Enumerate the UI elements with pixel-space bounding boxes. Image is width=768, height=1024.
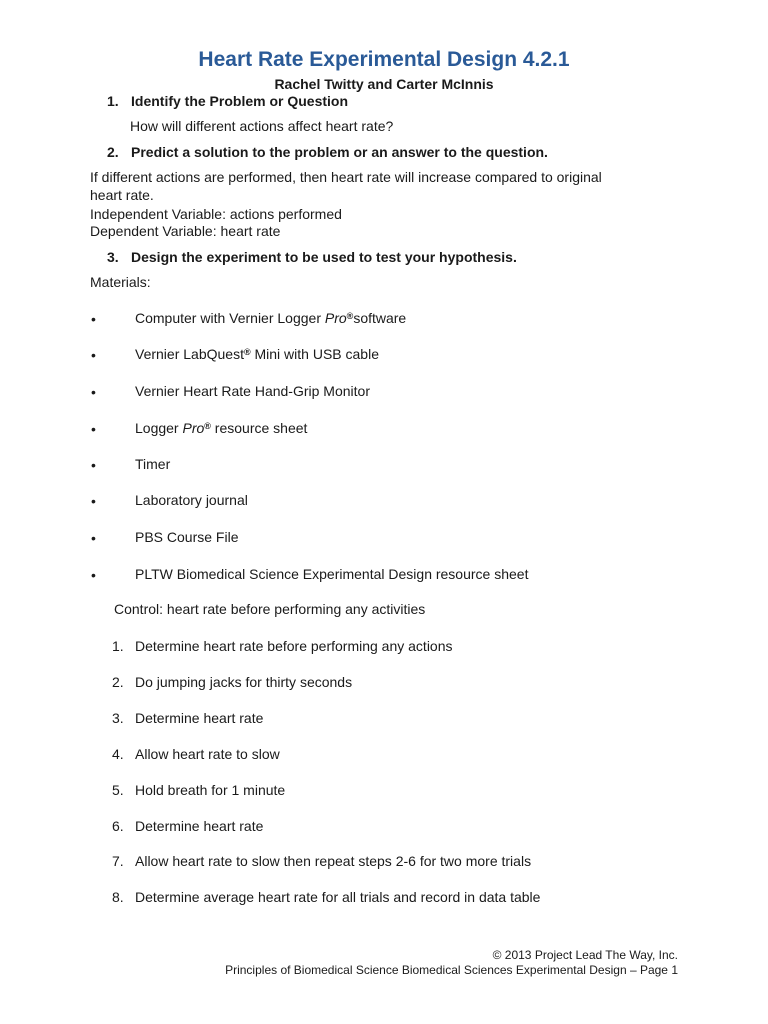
- bullet-icon: •: [91, 421, 96, 437]
- step-text: Determine average heart rate for all trials and record in data table: [135, 889, 541, 905]
- material-item: Timer: [135, 456, 171, 472]
- section-title: Predict a solution to the problem or an answer to the question.: [131, 144, 548, 160]
- registered-mark: ®: [243, 347, 251, 357]
- section-heading-3: [107, 248, 517, 266]
- material-item: Vernier Heart Rate Hand-Grip Monitor: [135, 383, 370, 399]
- material-text: Vernier LabQuest: [135, 346, 244, 362]
- material-text: Computer with Vernier Logger: [135, 310, 325, 326]
- authors: Rachel Twitty and Carter McInnis: [274, 76, 494, 92]
- step-text: Determine heart rate: [135, 710, 264, 726]
- step-text: Determine heart rate before performing any actions: [135, 638, 453, 654]
- bullet-icon: •: [91, 311, 96, 327]
- section-number: 1.: [107, 93, 119, 109]
- hypothesis-line-1: If different actions are performed, then heart rate will increase compared to original: [90, 169, 602, 185]
- material-item: PLTW Biomedical Science Experimental Design resource sheet: [135, 566, 529, 582]
- step-number: 5.: [112, 782, 124, 798]
- material-text: Mini with USB cable: [250, 346, 379, 362]
- materials-label: Materials:: [90, 274, 151, 290]
- independent-variable: Independent Variable: actions performed: [90, 206, 342, 222]
- material-text: Logger: [135, 420, 183, 436]
- problem-question: How will different actions affect heart rate?: [130, 118, 394, 134]
- step-text: Hold breath for 1 minute: [135, 782, 286, 798]
- step-number: 7.: [112, 853, 124, 869]
- step-number: 4.: [112, 746, 124, 762]
- section-title: Identify the Problem or Question: [131, 93, 349, 109]
- dependent-variable: Dependent Variable: heart rate: [90, 223, 281, 239]
- section-title: Design the experiment to be used to test your hypothesis.: [131, 249, 517, 265]
- bullet-icon: •: [91, 347, 96, 363]
- bullet-icon: •: [91, 493, 96, 509]
- step-text: Determine heart rate: [135, 818, 264, 834]
- footer-copyright: © 2013 Project Lead The Way, Inc.: [492, 948, 678, 962]
- step-number: 8.: [112, 889, 124, 905]
- material-italic: Pro: [324, 310, 347, 326]
- section-heading-2: [107, 143, 548, 161]
- section-heading-1: [107, 92, 348, 110]
- bullet-icon: •: [91, 567, 96, 583]
- bullet-icon: •: [91, 530, 96, 546]
- step-number: 1.: [112, 638, 124, 654]
- step-number: 3.: [112, 710, 124, 726]
- registered-mark: ®: [346, 311, 354, 321]
- step-text: Do jumping jacks for thirty seconds: [135, 674, 353, 690]
- footer-page-info: Principles of Biomedical Science Biomedical Sciences Experimental Design – Page 1: [225, 963, 678, 977]
- page-title: Heart Rate Experimental Design 4.2.1: [198, 48, 570, 71]
- material-item: [135, 345, 379, 363]
- material-italic: Pro: [182, 420, 205, 436]
- control-text: Control: heart rate before performing any activities: [114, 601, 426, 617]
- material-item: [135, 309, 406, 327]
- material-item: [135, 419, 307, 437]
- material-item: PBS Course File: [135, 529, 239, 545]
- step-text: Allow heart rate to slow then repeat steps 2-6 for two more trials: [135, 853, 532, 869]
- section-number: 2.: [107, 144, 119, 160]
- material-item: Laboratory journal: [135, 492, 248, 508]
- material-text: resource sheet: [210, 420, 308, 436]
- step-text: Allow heart rate to slow: [135, 746, 280, 762]
- section-number: 3.: [107, 249, 119, 265]
- material-text: software: [353, 310, 407, 326]
- hypothesis-line-2: heart rate.: [90, 187, 154, 203]
- bullet-icon: •: [91, 457, 96, 473]
- step-number: 2.: [112, 674, 124, 690]
- step-number: 6.: [112, 818, 124, 834]
- registered-mark: ®: [204, 421, 211, 431]
- bullet-icon: •: [91, 384, 96, 400]
